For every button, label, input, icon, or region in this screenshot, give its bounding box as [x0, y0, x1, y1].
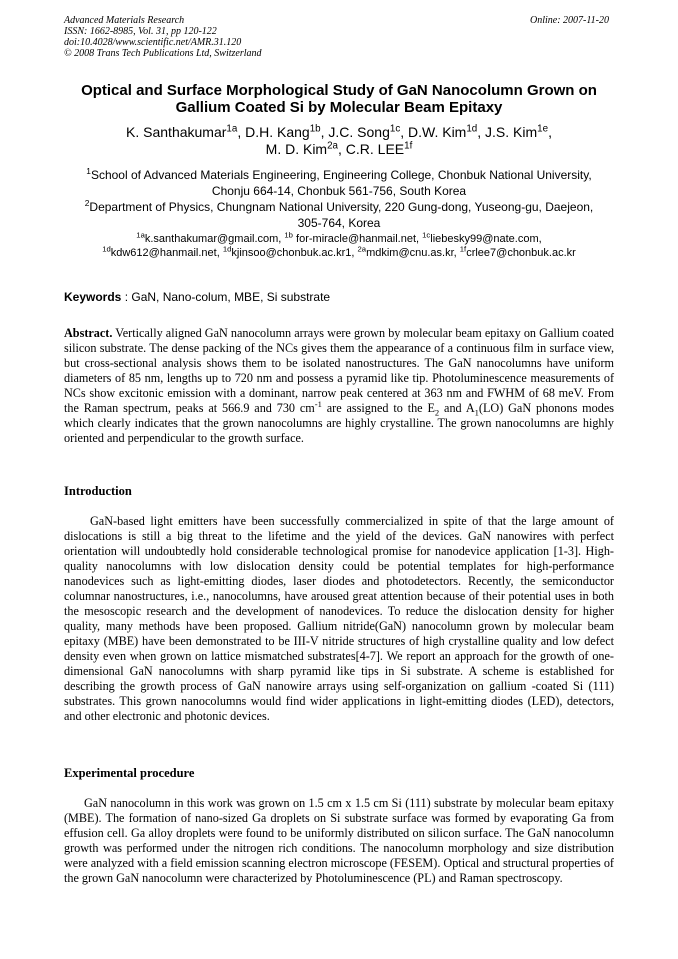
affiliation-sup: 1: [86, 166, 91, 176]
affiliation-text: School of Advanced Materials Engineering, Engineering College, Chonbuk National University,: [90, 168, 592, 182]
copyright-line: © 2008 Trans Tech Publications Ltd, Switzerland: [64, 48, 262, 59]
author: J.S. Kim: [485, 124, 538, 140]
affiliation-2-line-1: [40, 199, 638, 215]
abstract-text: are assigned to the E: [321, 401, 435, 415]
author-sup: 1e: [537, 123, 549, 135]
introduction-text: GaN-based light emitters have been successfully commercialized in spite of that the large amount of dislocations is still a big threat to the lifetime and the yield of the devices. GaN nanowires with perfect orientation will undoubtedly hold considerable technological promise for nanodevice application [1-3]. High-quality nanocolumns with low dislocation density could be potential templates for high-performance nanodevices such as light-emitting diodes, laser diodes and photodetectors. Recently, the semiconductor columnar nanostructures, i.e., nanocolumns, have aroused great attention because of their potential uses in both the mesoscopic research and the development of nanodevices. To reduce the dislocation density for higher quality, many methods have been proposed. Gallium nitride(GaN) nanocolumn grown by molecular beam epitaxy (MBE) have been demonstrated to be III-V nitride structures of high crystalline quality and low defect density even when grown on lattice mismatched substrates[4-7]. We report an approach for the growth of one-dimensional GaN nanocolumns with sharp pyramid like tips in Si substrate. A scheme is established for describing the growth process of GaN nanowire arrays using self-organization on gallium -coated Si (111) substrates. This grown nanocolumns would find wider applications in light-emitting diodes (LED), detectors, and other electronic and photonic devices.: [64, 514, 614, 723]
author: M. D. Kim: [265, 141, 328, 157]
affiliation-2-line-2: 305-764, Korea: [297, 216, 381, 230]
experimental-heading: Experimental procedure: [64, 766, 195, 780]
author-list: K. Santhakumar$^{1a}$, D.H. Kang$^{1b}$, J.C. Song$^{1c}$, D.W. Kim$^{1d}$, J.S. Kim$^{1e}$, M. D. Kim$^{2a}$, C.R. $LEE^{1f}$: [126, 123, 552, 157]
email-sup: 2a: [357, 244, 367, 254]
abstract-text: Vertically aligned GaN nanocolumn arrays were grown by molecular beam epitaxy on Gallium coated silicon substrate. The dense packing of the NCs gives them the appearance of a continuous film in surface view, but cross-sectional analysis shows them to be isolated nanostructures. The GaN nanocolumns have uniform diameters of 85 nm, lengths up to 720 nm and possess a pyramid like tip. Photoluminescence measurements of NCs show excitonic emission with a dominant, narrow peak centered at 363 nm and FWHM of 68 meV. From the Raman spectrum, peaks at 566.9 and 730 cm: [64, 326, 614, 415]
email-sup: 1d: [102, 244, 111, 254]
author-sup: 1f: [404, 140, 413, 152]
online-date: Online: 2007-11-20: [530, 15, 609, 26]
email: kjinsoo@chonbuk.ac.kr1,: [231, 247, 358, 259]
affiliations: [40, 167, 638, 231]
keywords: [64, 290, 614, 305]
introduction-heading: Introduction: [64, 484, 132, 498]
author: D.W. Kim: [408, 124, 467, 140]
abstract-text: and A: [439, 401, 475, 415]
issn-line: ISSN: 1662-8985, Vol. 31, pp 120-122: [64, 26, 217, 37]
email-list: [40, 232, 638, 260]
author: D.H. Kang: [245, 124, 310, 140]
email-sup: 1c: [422, 230, 431, 240]
email-sup: 1f: [459, 244, 467, 254]
keywords-label: Keywords: [64, 290, 122, 304]
author-sup: 1d: [466, 123, 478, 135]
journal-name: Advanced Materials Research: [64, 15, 185, 26]
email: kdw612@hanmail.net,: [110, 247, 223, 259]
email-sup: 1a: [136, 230, 145, 240]
affiliation-text: Department of Physics, Chungnam National University, 220 Gung-dong, Yuseong-gu, Daejeon,: [89, 200, 594, 214]
email-sup: 1b: [284, 230, 293, 240]
author: J.C. Song: [328, 124, 390, 140]
author: K. Santhakumar: [126, 124, 227, 140]
title-line-2: Gallium Coated Si by Molecular Beam Epitaxy: [175, 99, 503, 116]
abstract: [64, 326, 614, 446]
email: mdkim@cnu.as.kr,: [366, 247, 460, 259]
email-sup: 1d: [222, 244, 232, 254]
author-sup: 1a: [226, 123, 238, 135]
abstract-sub: 1: [474, 407, 479, 418]
doi-line: doi:10.4028/www.scientific.net/AMR.31.120: [64, 37, 242, 48]
email: liebesky99@nate.com,: [430, 233, 542, 245]
author: C.R. LEE: [345, 141, 405, 157]
journal-header: [64, 15, 262, 59]
author-sup: 1b: [309, 123, 321, 135]
abstract-sup: -1: [314, 398, 322, 409]
keywords-text: : GaN, Nano-colum, MBE, Si substrate: [121, 290, 331, 304]
affiliation-1-line-1: [40, 167, 638, 183]
affiliation-sup: 2: [84, 198, 90, 208]
email: crlee7@chonbuk.ac.kr: [466, 247, 576, 259]
author-sup: 1c: [389, 123, 401, 135]
paper-title: [40, 82, 638, 116]
abstract-text: (LO) GaN phonons modes which clearly indicates that the grown nanocolumns are highly crystalline. The grown nanocolumns are highly oriented and perpendicular to the growth surface.: [64, 401, 615, 445]
title-line-1: Optical and Surface Morphological Study of GaN Nanocolumn Grown on: [81, 82, 597, 99]
experimental-paragraph: [64, 796, 614, 886]
abstract-sub: 2: [434, 407, 440, 418]
affiliation-1-line-2: Chonju 664-14, Chonbuk 561-756, South Korea: [211, 184, 467, 198]
abstract-label: Abstract.: [64, 326, 113, 340]
email: k.santhakumar@gmail.com,: [144, 233, 285, 245]
author-sup: 2a: [327, 140, 339, 152]
experimental-text: GaN nanocolumn in this work was grown on 1.5 cm x 1.5 cm Si (111) substrate by molecular beam epitaxy (MBE). The formation of nano-sized Ga droplets on Si substrate surface was formed by evaporating Ga from effusion cell. Ga alloy droplets were found to be uniformly distributed on silicon surface. The GaN nanocolumn growth was performed under the nitrogen rich conditions. The nanocolumn morphology and size distribution were analyzed with a field emission scanning electron microscope (FESEM). Optical and structural properties of the grown GaN nanocolumn were characterized by Photoluminescence (PL) and Raman spectroscopy.: [64, 796, 614, 885]
introduction-paragraph: [64, 514, 614, 724]
email: for-miracle@hanmail.net,: [292, 233, 423, 245]
